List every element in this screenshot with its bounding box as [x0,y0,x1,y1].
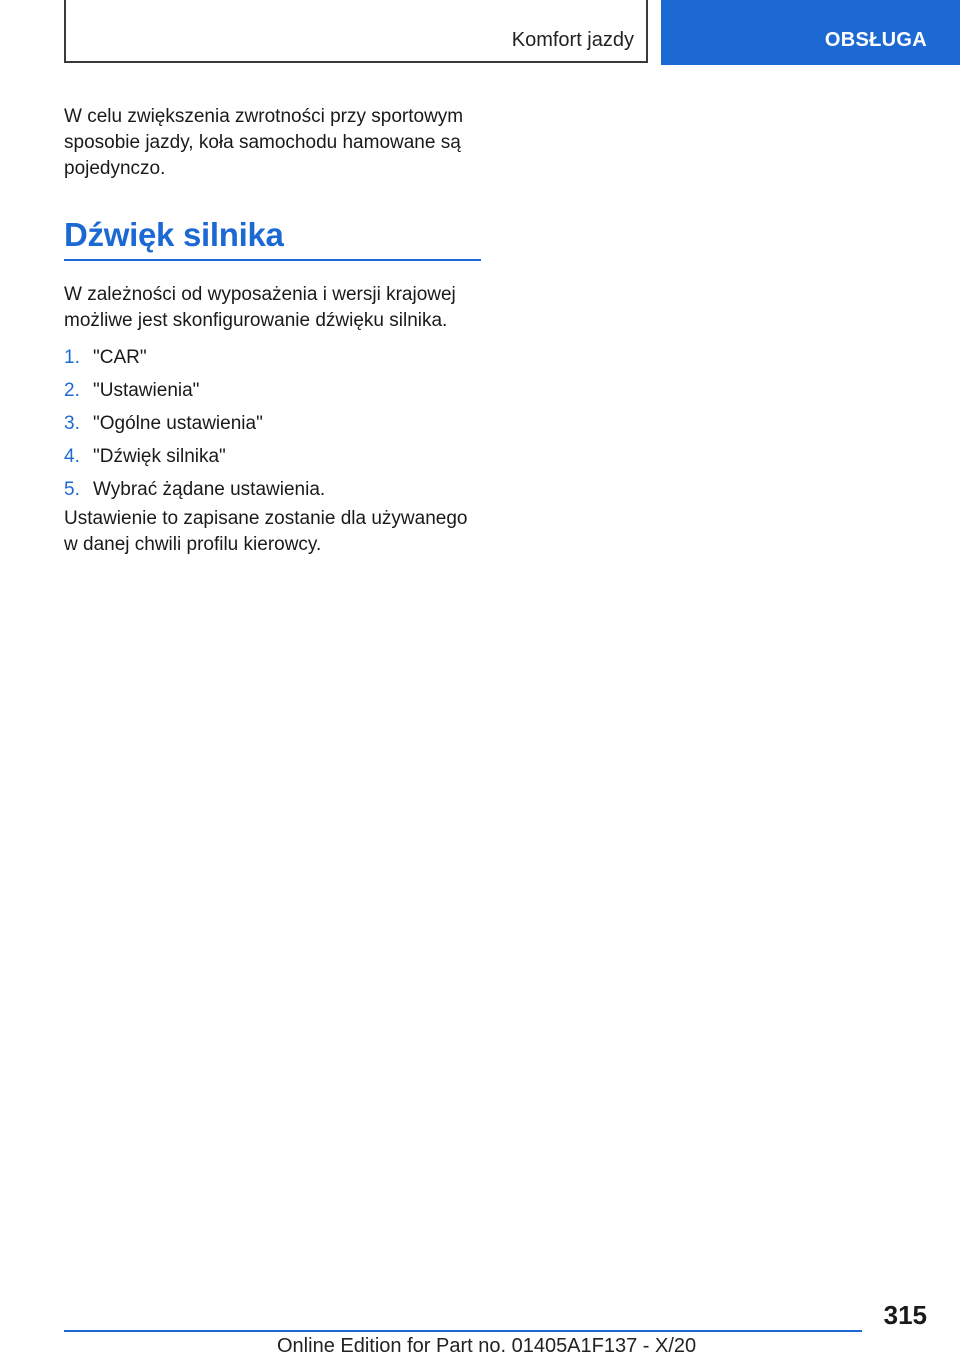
section-heading: Dźwięk silnika [64,216,284,253]
header-chapter-tab[interactable] [661,0,960,65]
step-text: "CAR" [93,347,147,368]
header-section-box [64,0,648,63]
step-number: 1. [64,347,80,368]
step-text: Wybrać żądane ustawienia. [93,479,326,500]
step-number: 4. [64,446,80,467]
step-text: "Dźwięk silnika" [93,446,226,467]
footer-rule [64,1330,862,1332]
description-paragraph: W zależności od wyposażenia i wersji krajowej możliwe jest skonfigurowanie dźwięku silnika. [64,284,456,331]
step-number: 2. [64,380,80,401]
header-section-title: Komfort jazdy [511,29,634,51]
section-heading-rule [64,259,481,261]
page-number: 315 [883,1300,927,1330]
step-number: 3. [64,413,80,434]
step-text: "Ogólne ustawienia" [93,413,263,434]
step-text: "Ustawienia" [93,380,200,401]
step-number: 5. [64,479,80,500]
closing-paragraph: Ustawienie to zapisane zostanie dla używanego w danej chwili profilu kierowcy. [64,508,468,555]
intro-paragraph: W celu zwiększenia zwrotności przy sportowym sposobie jazdy, koła samochodu hamowane są pojedynczo. [64,106,464,179]
footer-edition-text: Online Edition for Part no. 01405A1F137 - X/20 [277,1335,697,1357]
header-chapter-tab-label: OBSŁUGA [824,29,927,51]
